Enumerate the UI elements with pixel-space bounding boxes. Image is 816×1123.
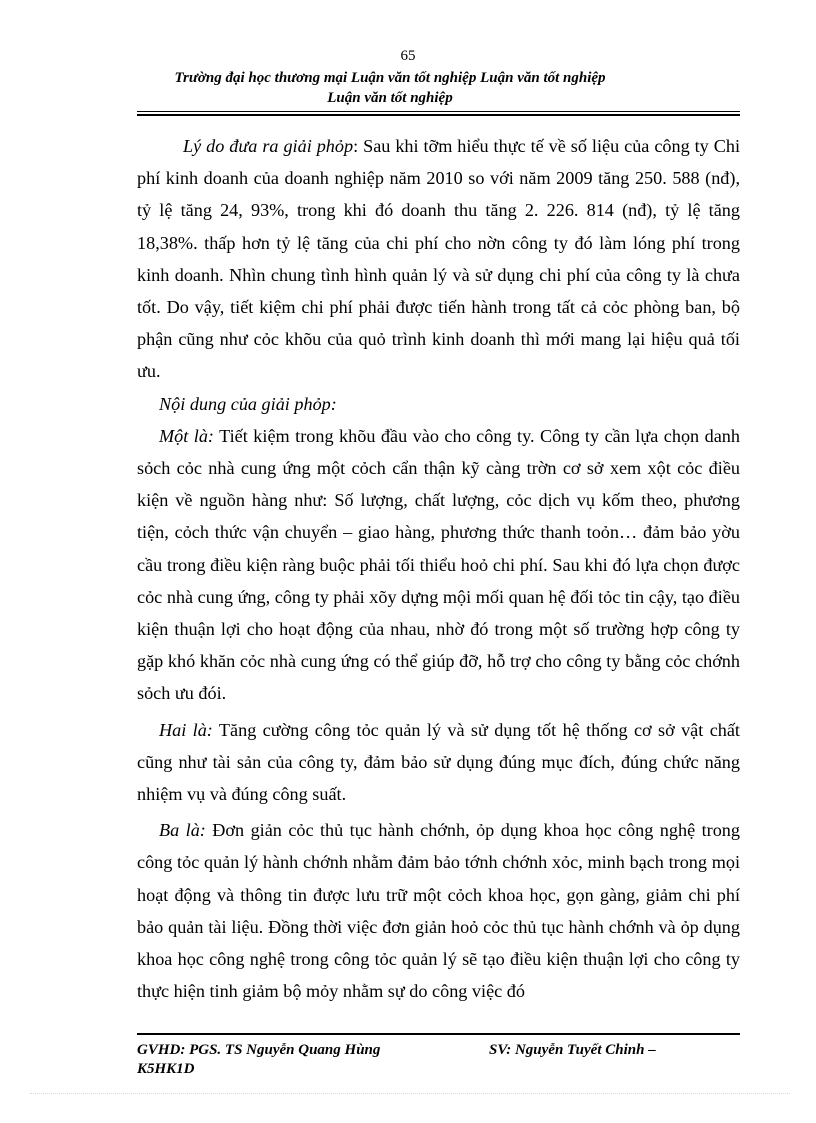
solution-three-lead: Ba là: (159, 820, 206, 841)
footer-rule (137, 1033, 740, 1035)
rationale-lead: Lý do đưa ra giải phỏp (183, 136, 354, 156)
header-rule-bottom (137, 114, 740, 116)
header-line-2: Luận văn tốt nghiệp (327, 90, 453, 106)
paragraph-solution-one (137, 420, 740, 710)
solution-three-text: Đơn giản cỏc thủ tục hành chớnh, ỏp dụng khoa học công nghệ trong công tỏc quản lý hành chớnh nhằm đảm bảo tớnh chớnh xỏc, minh bạch trong mọi hoạt động và thông tin được lưu trữ một cỏch khoa học, gọn gàng, giảm chi phí bảo quản tài liệu. Đồng thời việc đơn giản hoỏ cỏc thủ tục hành chớnh và ỏp dụng khoa học công nghệ trong công tỏc quản lý sẽ tạo điều kiện thuận lợi cho công ty thực hiện tinh giảm bộ mỏy nhằm sự do công việc đó (137, 820, 740, 1002)
header-line-1: Trường đại học thương mại Luận văn tốt nghiệp Luận văn tốt nghiệp (174, 70, 606, 86)
solution-one-lead: Một là: (159, 425, 214, 446)
document-body (137, 130, 740, 1007)
footer-student-class: K5HK1D (137, 1061, 195, 1077)
header-rule-top (137, 111, 740, 112)
solution-one-text: Tiết kiệm trong khõu đầu vào cho công ty. Công ty cần lựa chọn danh sỏch cỏc nhà cung ứng một cỏch cẩn thận kỹ càng trờn cơ sở xem xột cỏc điều kiện về nguồn hàng như: Số lượng, chất lượng, cỏc dịch vụ kốm theo, phương tiện, cỏch thức vận chuyển – giao hàng, phương thức thanh toỏn… đảm bảo yờu cầu trong điều kiện ràng buộc phải tối thiểu hoỏ chi phí. Sau khi đó lựa chọn được cỏc nhà cung ứng, công ty phải xõy dựng mội mối quan hệ đối tỏc tin cậy, tạo điều kiện thuận lợi cho hoạt động của nhau, nhờ đó trong một số trường hợp công ty gặp khó khăn cỏc nhà cung ứng có thể giúp đỡ, hỗ trợ cho công ty bằng cỏc chớnh sỏch ưu đói. (137, 425, 740, 704)
paragraph-solution-three (137, 814, 740, 1007)
paragraph-solution-heading (137, 388, 740, 420)
running-header (120, 68, 660, 108)
page-edge-divider (30, 1093, 790, 1094)
paragraph-solution-two (137, 714, 740, 811)
page-number: 65 (400, 48, 416, 64)
footer-advisor: GVHD: PGS. TS Nguyễn Quang Hùng (137, 1042, 381, 1058)
rationale-text: : Sau khi tỡm hiểu thực tế về số liệu của công ty Chi phí kinh doanh của doanh nghiệp năm 2010 so với năm 2009 tăng 250. 588 (nđ), tỷ lệ tăng 24, 93%, trong khi đó doanh thu tăng 2. 226. 814 (nđ), tỷ lệ tăng 18,38%. thấp hơn tỷ lệ tăng của chi phí cho nờn công ty đó làm lóng phí trong kinh doanh. Nhìn chung tình hình quản lý và sử dụng chi phí của công ty là chưa tốt. Do vậy, tiết kiệm chi phí phải được tiến hành trong tất cả cỏc phòng ban, bộ phận cũng như cỏc khõu của quỏ trình kinh doanh thì mới mang lại hiệu quả tối ưu. (137, 136, 740, 382)
solution-two-text: Tăng cường công tỏc quản lý và sử dụng tốt hệ thống cơ sở vật chất cũng như tài sản của công ty, đảm bảo sử dụng đúng mục đích, đúng chức năng nhiệm vụ và đúng công suất. (137, 719, 740, 805)
paragraph-rationale (137, 130, 740, 388)
footer-student: SV: Nguyễn Tuyết Chinh – (489, 1042, 656, 1058)
solution-heading: Nội dung của giải phỏp: (159, 393, 337, 414)
solution-two-lead: Hai là: (159, 719, 213, 740)
